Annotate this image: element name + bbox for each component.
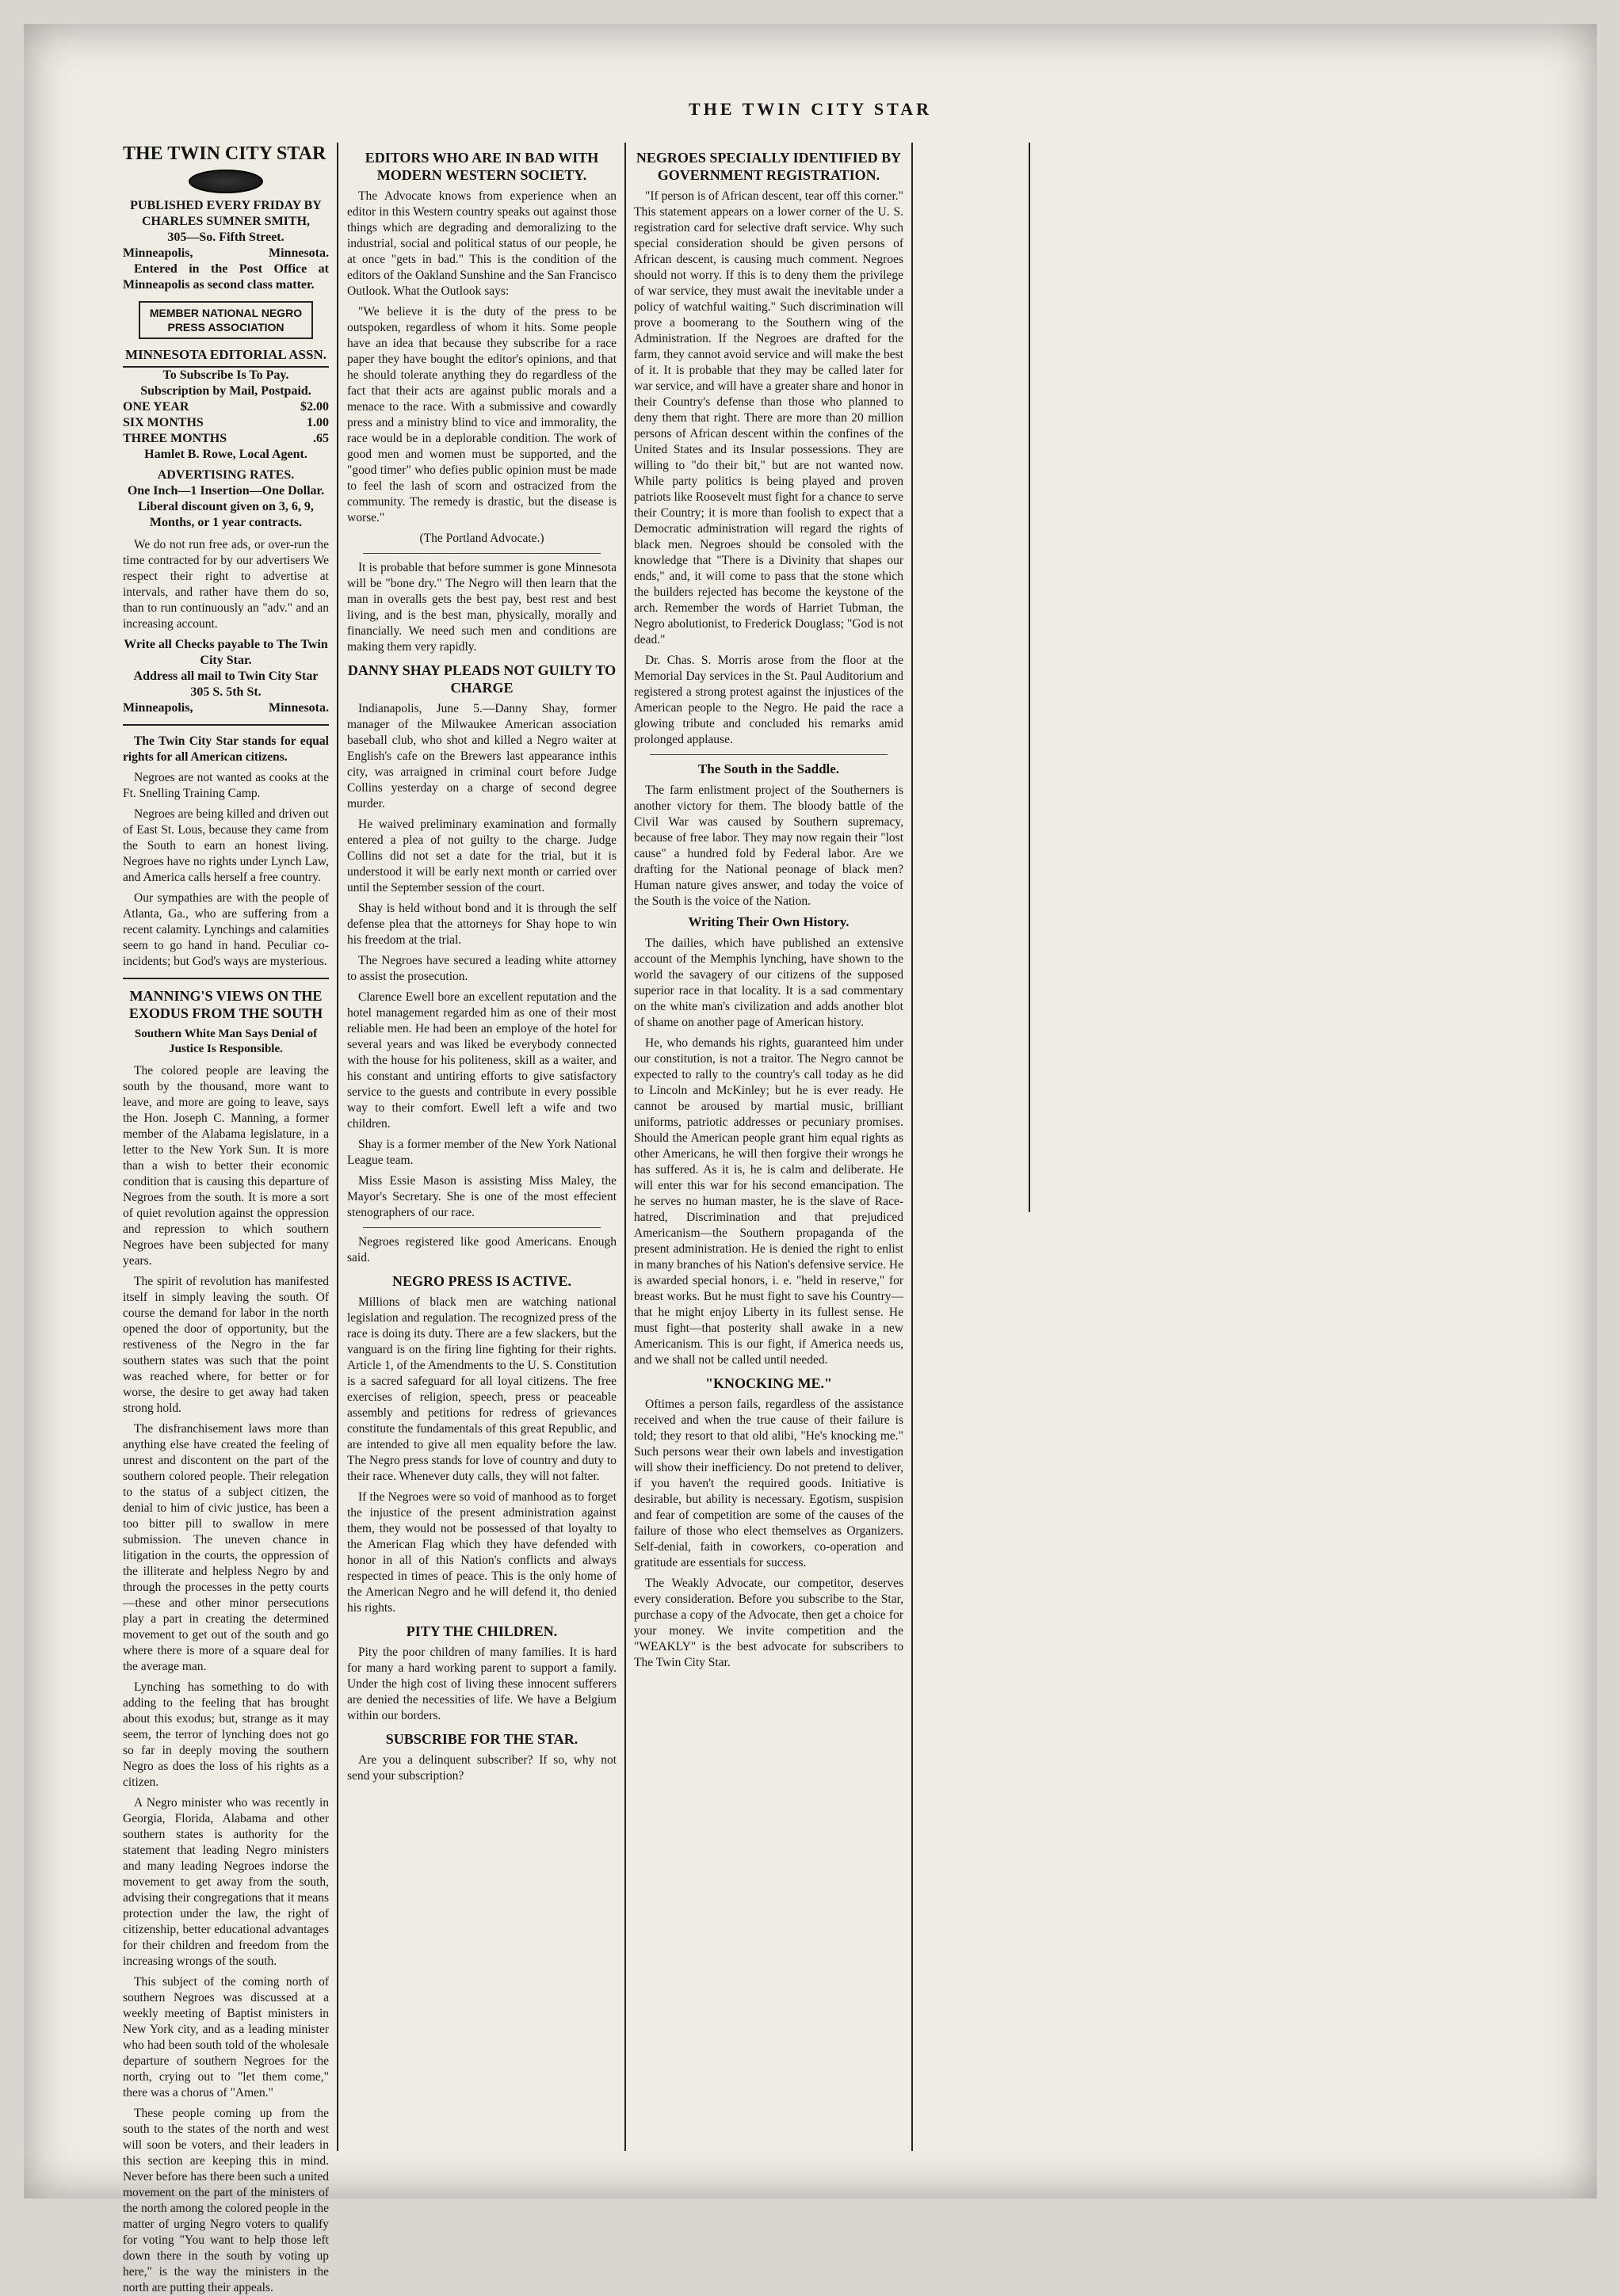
column-1 [123,143,329,2294]
article-paragraph: The Weakly Advocate, our competitor, deserves every consideration. Before you subscribe to the Star, purchase a copy of the Advocate, then get a choice for your money. We invite competition and the "WEAKLY" is the best advocate for subscribers to The Twin City Star. [634,1577,903,1669]
headline-subscribe: SUBSCRIBE FOR THE STAR. [385,1731,578,1747]
article-paragraph: The farm enlistment project of the Southerners is another victory for them. The bloody battle of the Civil War was caused by Southern supremacy, because of free labor. They may now regain their "lost cause" a hundred fold by Federal labor. Are we drafting for the National peonage of black men? Human nature gives answer, and today the voice of the South is the voice of the Nation. [634,784,903,908]
article-paragraph: The Negroes have secured a leading white attorney to assist the prosecution. [347,954,617,983]
article-paragraph: The disfranchisement laws more than anything else have created the feeling of unrest and discontent on the part of the southern colored people. Their relegation to the status of a subject citizen, the denial to him of civic justice, has been a too bitter pill to swallow in mere submission. The uneven chance in litigation in the courts, the oppression of the illiterate and helpless Negro by and through the processes in the petty courts—these and other minor persecutions play a part in creating the determined movement to get out of the south and go where there is more of a square deal for the average man. [123,1422,329,1673]
headline-saddle: The South in the Saddle. [697,761,840,776]
member-box: MEMBER NATIONAL NEGRO PRESS ASSOCIATION [139,301,313,339]
paper-title: THE TWIN CITY STAR [123,143,326,164]
star-emblem-icon [189,170,263,193]
subscription-note: Subscription by Mail, Postpaid. [140,384,311,398]
para-atlanta: Our sympathies are with the people of Atlanta, Ga., who are suffering from a recent calamity. Lynchings and calamities seem to go hand in hand. Peculiar co-incidents; but God's ways are mysterious. [123,891,329,968]
article-paragraph: The colored people are leaving the south by the thousand, more want to leave, and more are going to leave, says the Hon. Joseph C. Manning, a former member of the Alabama legislature, in a letter to the New York Sun. It is more than a wish to better their economic condition that is causing this departure of Negroes from the south. It is more a sort of quiet revolution against the oppression and repression to which southern Negroes have been subjected for many years. [123,1064,329,1268]
article-paragraph: If the Negroes were so void of manhood as to forget the injustice of the present administration against them, they would not be possessed of that loyalty to the American Flag which they have defended with honor in all of this Nation's conflicts and always respected in times of peace. This is the only home of the American Negro and he will defend it, tho denied his rights. [347,1490,617,1615]
entered-line: Entered in the Post Office at Minneapolis as second class matter. [123,262,329,292]
ad-rates-text: One Inch—1 Insertion—One Dollar. Liberal discount given on 3, 6, 9, Months, or 1 year contracts. [127,484,325,529]
mail-note: Address all mail to Twin City Star 305 S. 5th St. [133,669,319,699]
price-row: THREE MONTHS .65 [123,432,329,445]
headline-shay: DANNY SHAY PLEADS NOT GUILTY TO CHARGE [347,662,617,696]
article-paragraph: Shay is held without bond and it is through the self defense plea that the attorneys for Shay hope to win his freedom at the trial. [347,902,617,947]
article-paragraph: These people coming up from the south to the states of the north and west will soon be voters, and their leaders in this section are keeping this in mind. Never before has there been such a united movement on the part of the ministers of the north among the colored people in the matter of urging Negro voters to qualify for voting "You want to help those left down there in the south by voting up here," is the way the ministers in the north are putting their appeals. [123,2107,329,2294]
article-paragraph: He, who demands his rights, guaranteed him under our constitution, is not a traitor. The Negro cannot be expected to rally to the country's call today as he did to Lincoln and McKinley; but he is ever ready. He cannot be aroused by martial music, brilliant uniforms, patriotic addresses or pecuniary promises. Should the American people grant him equal rights as other Americans, he will then forgive their wrongs he has suffered. As it is, he is calm and deliberate. He will enter this war for his second emancipation. The he serves no human master, he is the slave of Race-hatred, Discrimination and that prejudiced Americanism—the Southern propaganda of the present administration. He is denied the right to enlist in many branches of his Nation's defensive service. He is awarded special honors, i. e. "held in reserve," for breast works. But he must fight to save his Country—that he might enjoy Liberty in its fullest sense. He must fight—that posterity shall awake in a new Americanism. This is our fight, if America needs us, and we shall not be called until needed. [634,1036,903,1367]
article-paragraph: Dr. Chas. S. Morris arose from the floor at the Memorial Day services in the St. Paul Auditorium and registered a strong protest against the injustices of the American people to the Negro. He paid the race a glowing tribute and concluded his remarks amid prolonged applause. [634,654,903,746]
headline-editors: EDITORS WHO ARE IN BAD WITH MODERN WESTERN SOCIETY. [365,150,599,183]
article-paragraph: The Advocate knows from experience when an editor in this Western country speaks out against those things which are degrading and demoralizing to the industrial, social and political status of our people, he at once "gets in bad." This is the condition of the editors of the Oakland Sunshine and the San Francisco Outlook. What the Outlook says: [347,189,617,298]
para-cooks: Negroes are not wanted as cooks at the Ft. Snelling Training Camp. [123,771,329,800]
column-rule [624,143,626,2151]
address: 305—So. Fifth Street. [167,231,284,244]
city-right: Minnesota. [269,246,329,260]
headline-manning: MANNING'S VIEWS ON THE EXODUS FROM THE SOUTH [128,988,323,1021]
article-paragraph: Millions of black men are watching national legislation and regulation. The recognized press of the race is doing its duty. There are a few slackers, but the vanguard is on the firing line fighting for their rights. Article 1, of the Amendments to the U. S. Constitution is a sacred safeguard for all loyal citizens. The free exercises of religion, speech, press or peaceable assembly and petitions for redress of grievances constitute the fundamentals of this great Republic, and are intended to give all men equality before the law. The Negro press stands for love of country and duty to their race. Whenever duty calls, they will not falter. [347,1295,617,1483]
subscribe-note: To Subscribe Is To Pay. [162,368,289,382]
para-registered: Negroes registered like good Americans. Enough said. [347,1235,617,1264]
editorial-assn: MINNESOTA EDITORIAL ASSN. [123,347,329,368]
article-paragraph: Shay is a former member of the New York National League team. [347,1138,617,1167]
article-paragraph: Indianapolis, June 5.—Danny Shay, former manager of the Milwaukee American association baseball club, who shot and killed a Negro waiter at English's cafe on the Brewers last appearance inthis city, was arraigned in criminal court before Judge Collins yesterday on a charge of second degree murder. [347,702,617,810]
column-2 [347,143,617,2151]
price-row: SIX MONTHS 1.00 [123,416,329,429]
article-paragraph: Clarence Ewell bore an excellent reputation and the hotel management regarded him as one of their most reliable men. He had been an employe of the hotel for several years and was liked be everybody connected with the house for his politeness, skill as a waiter, and his constant and untiring efforts to give satisfactory service to the guests and contribute in every possible way to their comfort. Ewell left a wife and two children. [347,990,617,1131]
column-rule [1029,143,1030,1212]
article-source: (The Portland Advocate.) [419,532,544,545]
headline-pity: PITY THE CHILDREN. [406,1623,558,1639]
local-agent: Hamlet B. Rowe, Local Agent. [144,448,307,461]
article-paragraph: Pity the poor children of many families. It is hard for many a hard working parent to support a family. Under the high cost of living these innocent sufferers are denied the necessities of life. We have a Belgium within our borders. [347,1646,617,1722]
article-paragraph: He waived preliminary examination and formally entered a plea of not guilty to the charge. Judge Collins did not set a date for the trial, but it is understood it will be early next month or carried over until the September session of the court. [347,818,617,894]
mail-city-left: Minneapolis, [123,701,193,715]
article-paragraph: "If person is of African descent, tear off this corner." This statement appears on a lower corner of the U. S. registration card for selective draft service. Why such special consideration should be given persons of African descent, is causing much comment. Negroes should not worry. If this is to deny them the privilege of war service, they must await the inevitable under a policy of watchful waiting." Such discrimination will prove a boomerang to the Southern wing of the Administration. If the Negroes are drafted for the farm, they cannot avoid service and will make the best of it. It is probable that they may be called later for war service, and will have a greater share and honor in their Country's defense than those who planned to deny them that right. There are more than 20 million persons of African descent within the confines of the United States and its Insular possessions. They are willing to "do their bit," but are not wanted now. While party politics is being played and proven patriots like Roosevelt must fight for a chance to serve their Country; it is more than foolish to expect that a Democratic administration will regard the rights of black men. Negroes should be consoled with the knowledge that "There is a Divinity that shapes our ends," and, it will come to pass that the stone which the builders rejected has become the keystone of the arch. Remember the words of Harriet Tubman, the Negro abolutionist, to Frederick Douglass; "God is not dead." [634,189,903,646]
article-paragraph: Miss Essie Mason is assisting Miss Maley, the Mayor's Secretary. She is one of the most effecient stenographers of our race. [347,1174,617,1219]
newspaper-page [24,24,1597,2294]
price-row: ONE YEAR $2.00 [123,400,329,414]
city-left: Minneapolis, [123,246,193,260]
para-bone-dry: It is probable that before summer is gone Minnesota will be "bone dry." The Negro will then learn that the man in overalls gets the best pay, best rest and best living, and is the best man, physically, morally and financially. We need such men and conditions are making them very rapidly. [347,561,617,654]
article-paragraph: This subject of the coming north of southern Negroes was discussed at a weekly meeting of Baptist ministers in New York city, and as a leading minister who had been south told of the wholesale departure of southern Negroes for the north, crying out to "let them come," there was a chorus of "Amen." [123,1975,329,2100]
article-paragraph: Lynching has something to do with adding to the feeling that has brought about this exodus; but, strange as it may seem, the terror of lynching does not go so far in deeply moving the southern Negro as does the loss of his rights as a citizen. [123,1680,329,1789]
subhead-manning: Southern White Man Says Denial of Justice Is Responsible. [134,1028,318,1055]
headline-history: Writing Their Own History. [688,914,850,929]
headline-press: NEGRO PRESS IS ACTIVE. [391,1273,572,1289]
headline-registration: NEGROES SPECIALLY IDENTIFIED BY GOVERNMENT REGISTRATION. [636,150,902,183]
checks-note: Write all Checks payable to The Twin City Star. [124,638,328,667]
column-rule [337,143,338,2151]
publisher: CHARLES SUMNER SMITH, [141,215,311,228]
article-paragraph: Are you a delinquent subscriber? If so, why not send your subscription? [347,1753,617,1783]
mail-city-right: Minnesota. [269,701,329,715]
column-3 [634,143,903,2151]
article-paragraph: The dailies, which have published an extensive account of the Memphis lynching, have shown to the world the savagery of our citizens of the supposed superior race in that locality. It is a sad commentary on the white man's civilization and adds another blot of shame on another page of American history. [634,936,903,1029]
published-line: PUBLISHED EVERY FRIDAY BY [130,199,322,212]
masthead: THE TWIN CITY STAR [689,99,932,119]
stands-para: The Twin City Star stands for equal rights for all American citizens. [123,734,329,764]
headline-knocking: "KNOCKING ME." [705,1375,832,1391]
article-paragraph: Oftimes a person fails, regardless of the assistance received and when the true cause of their failure is told; they resort to that old alibi, "He's knocking me." Such persons wear their own labels and investigation will show their inefficiency. Do not pretend to deliver, if you haven't the required goods. Initiative is desirable, but ability is necessary. Egotism, suspision and fear of competition are some of the causes of the failure of those who elect themselves as Organizers. Self-denial, faith in coworkers, co-operation and gratitude are essentials for success. [634,1398,903,1569]
article-paragraph: A Negro minister who was recently in Georgia, Florida, Alabama and other southern states is authority for the statement that leading Negro ministers and many leading Negroes indorse the movement to get away from the south, advising their congregations that it means protection under the law, the right of citizenship, better educational advantages for their children and freedom from the increasing wrongs of the south. [123,1796,329,1968]
ad-rates-title: ADVERTISING RATES. [157,468,295,482]
para-east-st-louis: Negroes are being killed and driven out of East St. Lous, because they came from the South to earn an honest living. Negroes have no rights under Lynch Law, and America calls herself a free country. [123,807,329,884]
article-paragraph: "We believe it is the duty of the press to be outspoken, regardless of whom it hits. Some people have an idea that because they subscribe for a race paper they have bought the editor's opinions, and that he should tolerate anything they do regardless of the fact that their acts are against public morals and a menace to the race. With a submissive and cowardly press and a ministry blind to vice and immorality, the race would be in a deplorable condition. The work of good men and women must be supported, and the "good timer" who defies public opinion must be made to feel the lash of scorn and ostracized from the community. The remedy is drastic, but the disease is worse." [347,305,617,524]
article-paragraph: The spirit of revolution has manifested itself in simply leaving the south. Of course the demand for labor in the north opened the door of opportunity, but the restiveness of the Negro in the far southern states was such that the point was reached where, for better or for worse, the desire to get away had taken strong hold. [123,1275,329,1415]
ad-policy: We do not run free ads, or over-run the time contracted for by our advertisers We respect their right to advertise at intervals, and rather have them do so, than to run continuously an "adv." and an increasing account. [123,538,329,631]
column-rule [911,143,913,2151]
